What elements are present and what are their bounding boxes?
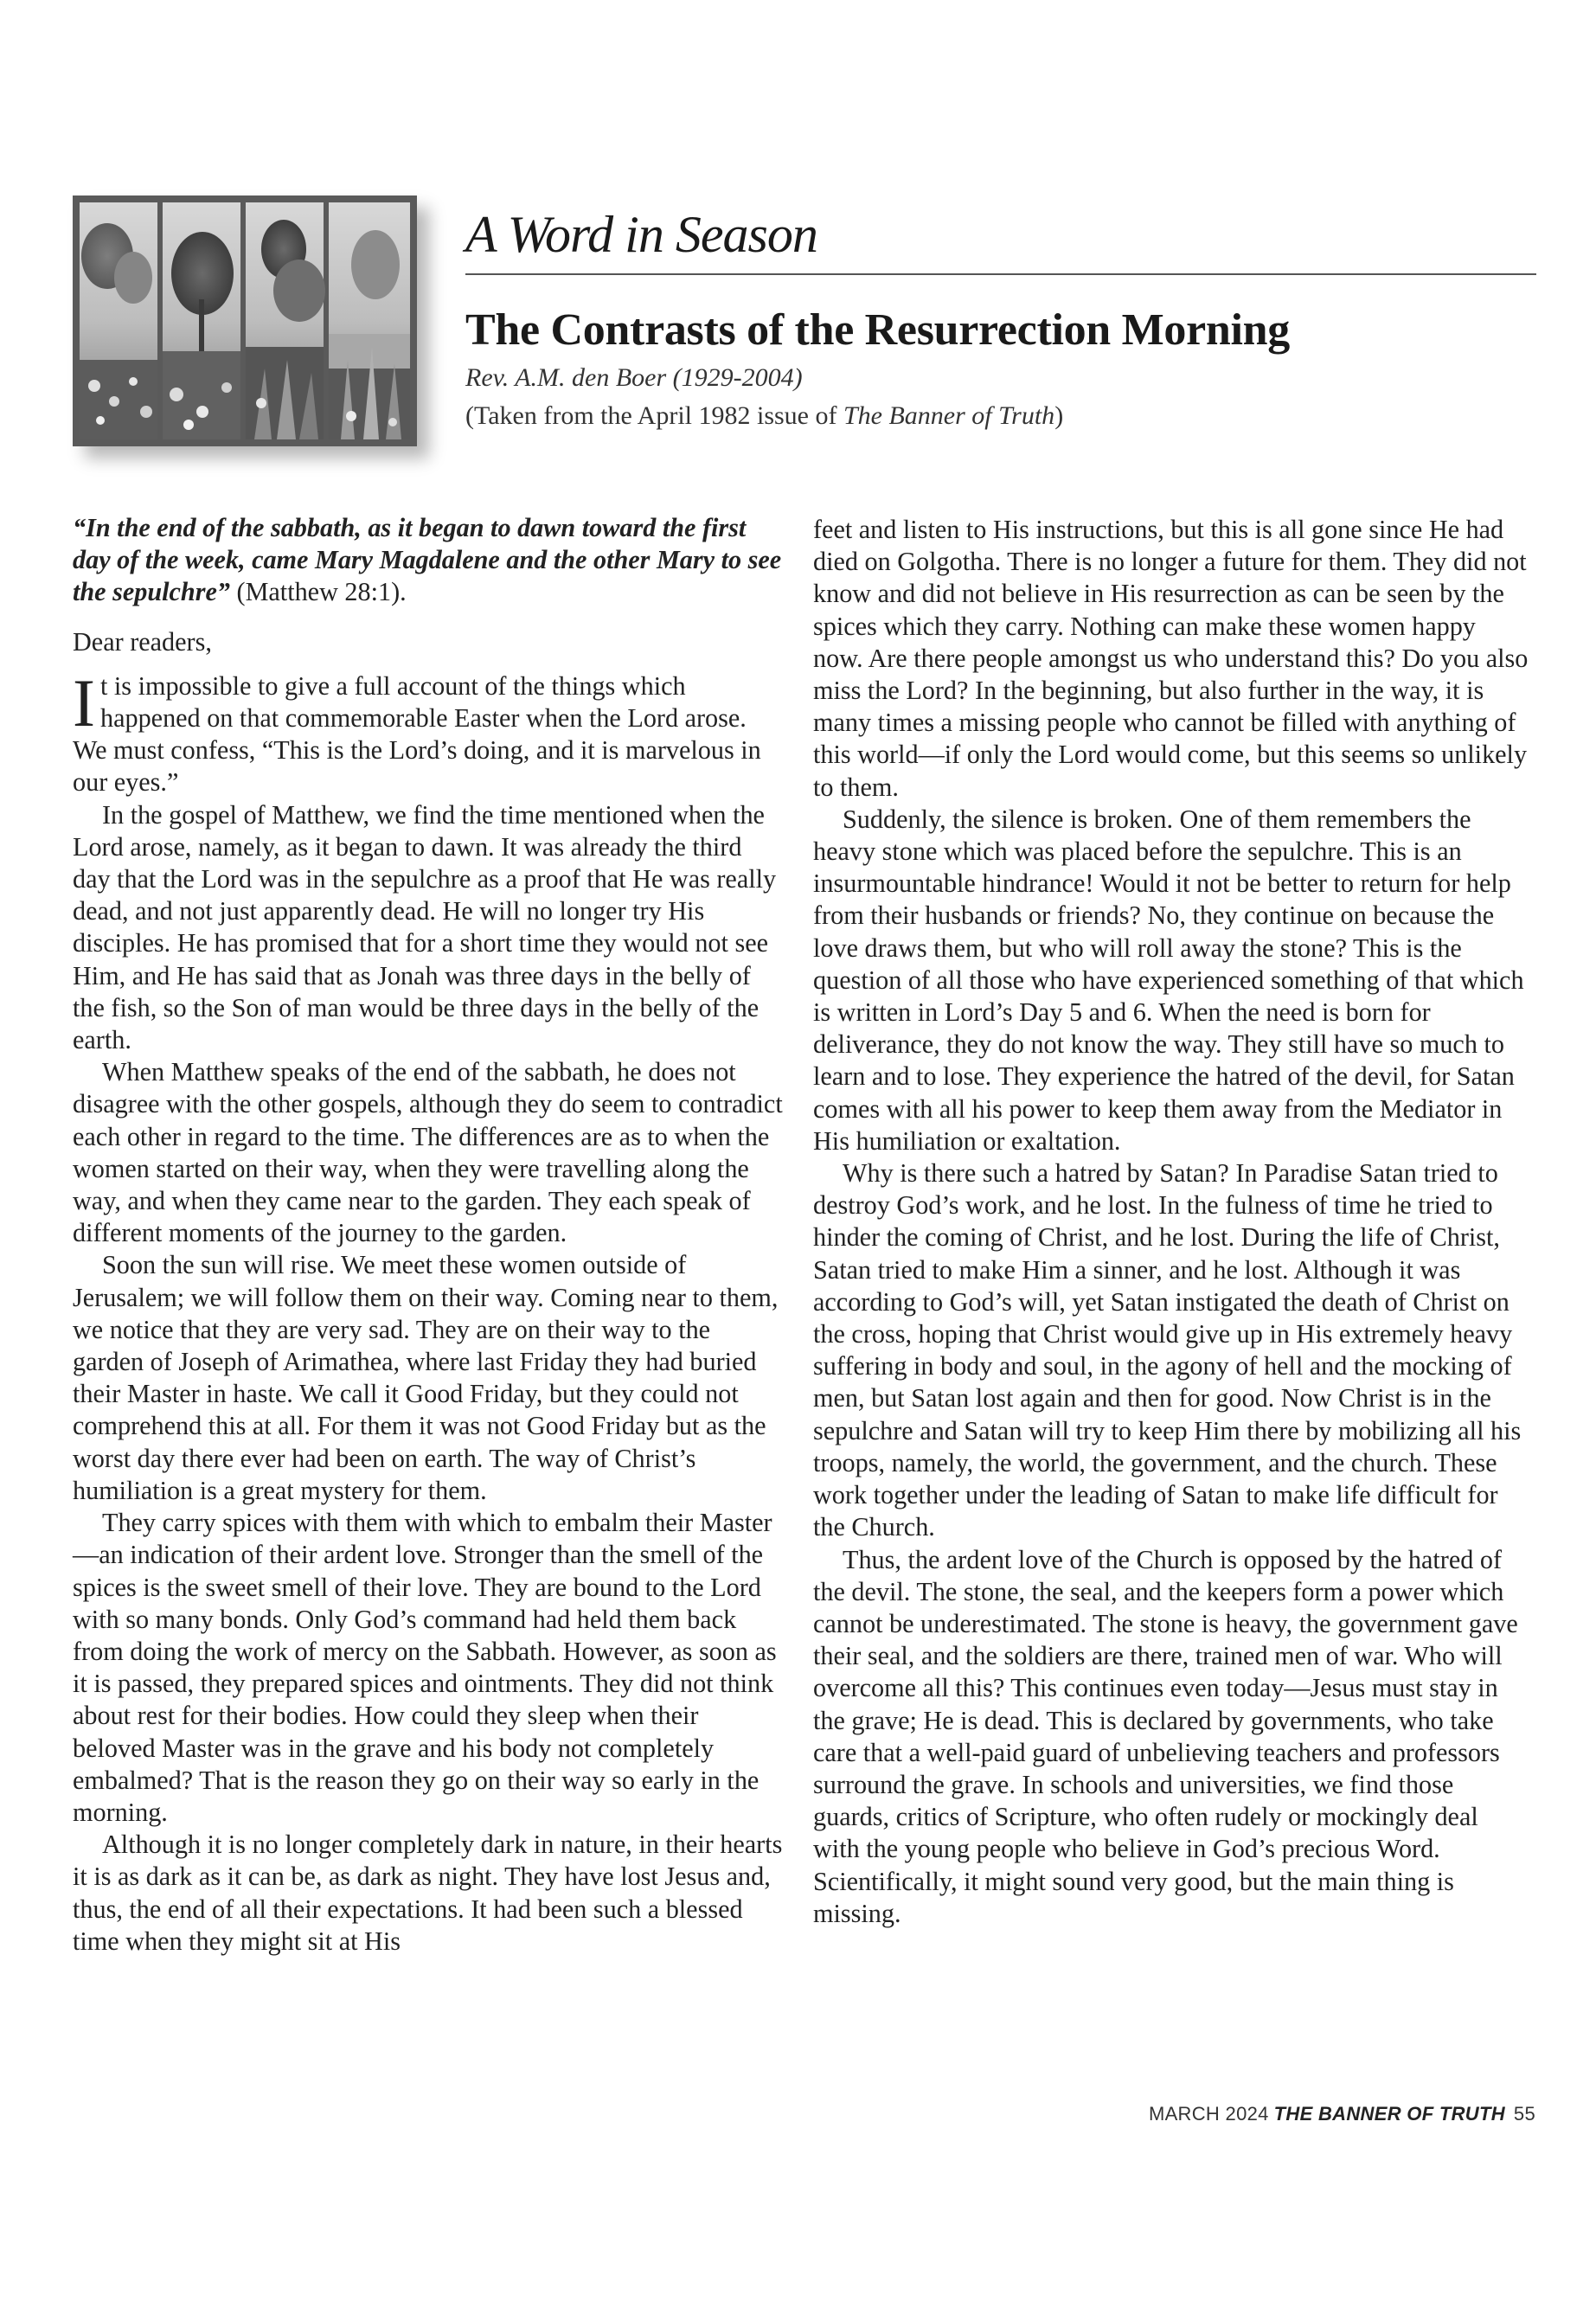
source-line (465, 401, 1063, 431)
painting-panel-3 (246, 202, 325, 439)
first-paragraph-text: t is impossible to give a full account of the things which happened on that commemorable Easter when the Lord arose. We must confess, “This is the Lord’s doing, and it is marvelous in our eyes.” (73, 670, 761, 798)
source-suffix: ) (1054, 401, 1064, 430)
painting-panel-4 (329, 202, 410, 439)
body-paragraph: feet and listen to His instructions, but this is all gone since He had died on Golgotha. There is no longer a future for them. They did not know and did not believe in His resurrection as can be seen by the spices which they carry. Nothing can make these women happy now. Are there people amongst us who understand this? Do you also miss the Lord? In the beginning, but also further in the way, it is many times a missing people who cannot be filled with anything of this world—if only the Lord would come, but this seems so unlikely to them. (813, 515, 1529, 802)
footer-magazine-name: THE BANNER OF TRUTH (1273, 2103, 1505, 2125)
section-title: A Word in Season (465, 206, 817, 263)
epigraph-reference: (Matthew 28:1). (229, 577, 407, 607)
drop-cap: I (73, 664, 95, 740)
painting-panel-2 (163, 202, 240, 439)
body-paragraph: They carry spices with them with which to embalm their Master—an indication of their ardent love. Stronger than the smell of the spices is the sweet smell of their love. They are bound to the Lord with so many bonds. Only God’s command had held them back from doing the work of mercy on the Sabbath. However, as soon as it is passed, they prepared spices and ointments. They did not think about rest for their bodies. How could they sleep when their beloved Master was in the grave and his body not completely embalmed? That is the reason they go on their way so early in the morning. (73, 1508, 777, 1827)
body-paragraph: When Matthew speaks of the end of the sabbath, he does not disagree with the other gospels, although they do seem to contradict each other in regard to the time. The differences are as to when the women started on their way, when they were travelling along the way, and when they came near to the garden. They each speak of different moments of the journey to the garden. (73, 1057, 783, 1248)
first-paragraph (73, 664, 784, 799)
body-paragraph: Thus, the ardent love of the Church is opposed by the hatred of the devil. The stone, the seal, and the keepers form a power which cannot be underestimated. The stone is heavy, the government gave their seal, and the soldiers are there, trained men of war. Who will overcome all this? This continues even today—Jesus must stay in the grave; He is dead. This is declared by governments, who take care that a well-paid guard of unbelieving teachers and professors surround the grave. In schools and universities, we find those guards, critics of Scripture, who often rudely or mockingly deal with the young people who believe in God’s precious Word. Scientifically, it might sound very good, but the main thing is missing. (813, 1544, 1518, 1928)
source-prefix: (Taken from the April 1982 issue of (465, 401, 843, 430)
painting-panel-1 (80, 202, 157, 439)
article-column-left (73, 512, 784, 1958)
article-title: The Contrasts of the Resurrection Morning (465, 305, 1290, 355)
author-line: Rev. A.M. den Boer (1929-2004) (465, 363, 803, 392)
article-column-right (813, 514, 1529, 1930)
body-paragraph: Although it is no longer completely dark in nature, in their hearts it is as dark as it can be, as dark as night. They have lost Jesus and, thus, the end of all their expectations. It had been such a blessed time when they might sit at His (73, 1830, 783, 1956)
footer-issue-date: MARCH 2024 (1148, 2103, 1269, 2125)
body-paragraph: Why is there such a hatred by Satan? In Paradise Satan tried to destroy God’s work, and he lost. In the fulness of time he tried to hinder the coming of Christ, and he lost. During the life of Christ, Satan tried to make Him a sinner, and he lost. Although it was according to God’s will, yet Satan instigated the death of Christ on the cross, hoping that Christ would give up in His extremely heavy suffering in body and soul, in the agony of hell and the mocking of men, but Satan lost again and then for good. Now Christ is in the sepulchre and Satan will try to keep Him there by mobilizing all his troops, namely, the world, the government, and the church. These work together under the leading of Satan to make life difficult for the Church. (813, 1158, 1522, 1542)
header-painting-image (73, 195, 417, 446)
body-paragraph: Suddenly, the silence is broken. One of them remembers the heavy stone which was placed before the sepulchre. This is an insurmountable hindrance! Would it not be better to return for help from their husbands or friends? No, they continue on because the love draws them, but who will roll away the stone? This is the question of all those who have experienced something of that which is written in Lord’s Day 5 and 6. When the need is born for deliverance, they do not know the way. They still have so much to learn and to lose. They experience the hatred of the devil, for Satan comes with all his power to keep them away from the Mediator in His humiliation or exaltation. (813, 804, 1524, 1156)
body-paragraph: Soon the sun will rise. We meet these women outside of Jerusalem; we will follow them on their way. Coming near to them, we notice that they are very sad. They are on their way to the garden of Joseph of Arimathea, where last Friday they had buried their Master in haste. We call it Good Friday, but they could not comprehend this at all. For them it was not Good Friday but as the worst day there ever had been on earth. The way of Christ’s humiliation is a great mystery for them. (73, 1250, 779, 1505)
body-paragraph: In the gospel of Matthew, we find the time mentioned when the Lord arose, namely, as it began to dawn. It was already the third day that the Lord was in the sepulchre as a proof that He was really dead, and not just apparently dead. He will no longer try His disciples. He has promised that for a short time they would not see Him, and He has said that as Jonah was three days in the belly of the fish, so the Son of man would be three days in the belly of the earth. (73, 799, 777, 1055)
salutation: Dear readers, (73, 626, 212, 657)
page-number: 55 (1513, 2103, 1535, 2125)
epigraph-quote: “In the end of the sabbath, as it began to dawn toward the first day of the week, came Mary Magdalene and the other Mary to see the sepulchre” (73, 513, 782, 607)
source-publication: The Banner of Truth (843, 401, 1055, 430)
epigraph (73, 512, 784, 609)
page-footer (1149, 2103, 1535, 2125)
header-divider (465, 273, 1536, 275)
